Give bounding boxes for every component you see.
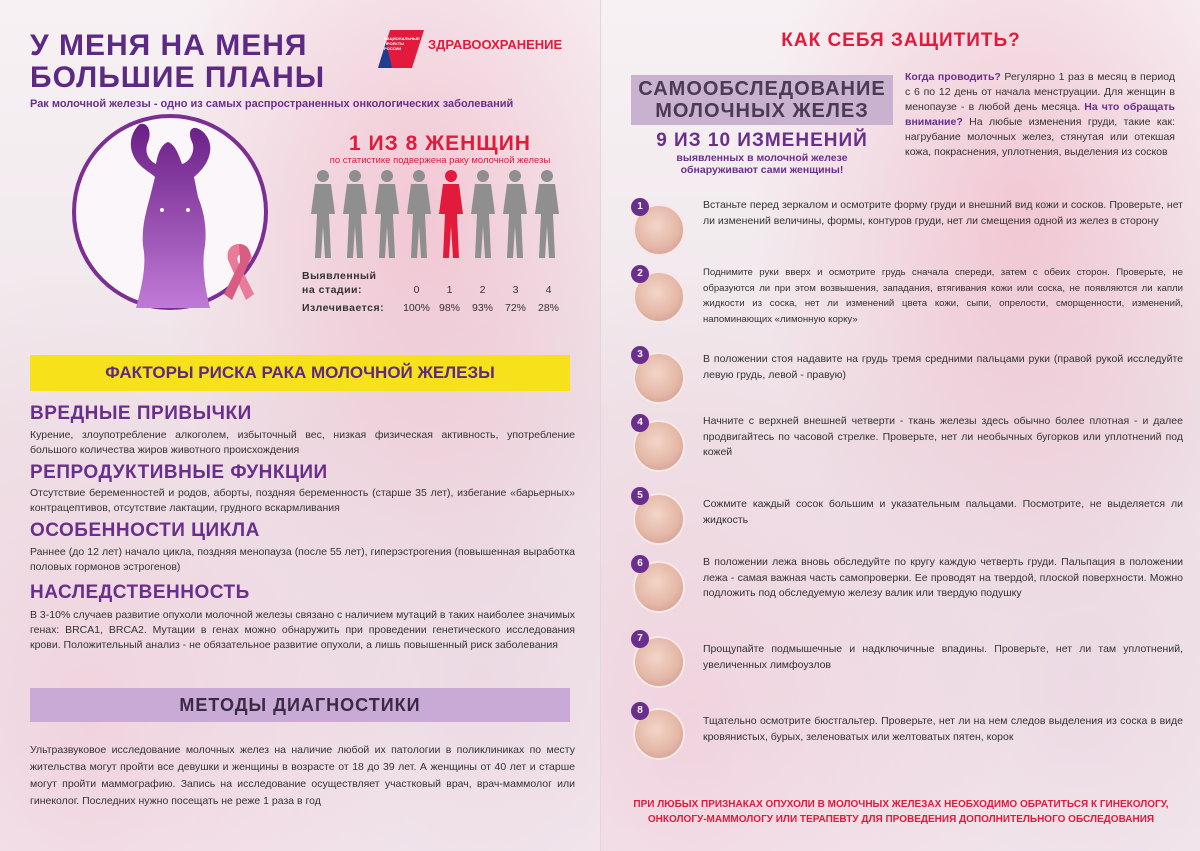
stat-headline: 1 ИЗ 8 ЖЕНЩИН: [349, 132, 531, 155]
stage-label-line2: на стадии:: [302, 284, 362, 296]
stage-label-row: [302, 268, 572, 282]
step-4-text: Начните с верхней внешней четверти - ткань железы здесь обычно более плотная - и далее продвигайтесь по часовой стрелке. Проверьте, нет ли необычных бугорков или уплотнений под кожей: [703, 415, 1183, 458]
step-2-text: Поднимите руки вверх и осмотрите грудь сначала спереди, затем с обеих сторон. Проверьте, не образуются ли при этом возвышения, западания, втягивания кожи или соска, не появляются ли капли жидкости из соска, нет ли изменений цвета кожи, сыпи, опрелости, сморщенности, изменений, напоминающих «лимонную корку»: [703, 267, 1183, 325]
nine-of-ten-subline: выявленных в молочной железе обнаруживают сами женщины!: [676, 152, 848, 176]
step-6-text: В положении лежа вновь обследуйте по кругу каждую четверть груди. Пальпация в положении лежа - самая важная часть самопроверки. Ее проводят на твердой, плоской поверхности. Можно подложить под обследуемую железу валик или твердую подушку: [703, 556, 1183, 599]
self-exam-box: [631, 75, 893, 125]
protect-title: КАК СЕБЯ ЗАЩИТИТЬ?: [781, 30, 1021, 51]
cure-rate-row: [302, 300, 572, 314]
stage-label-line1: Выявленный: [302, 270, 377, 282]
stage-survival-table: [302, 268, 572, 314]
eight-women-illustration: [305, 168, 565, 260]
cure-rate: 98%: [438, 302, 460, 314]
stage-number: 4: [545, 284, 552, 296]
stage-number: 0: [413, 284, 420, 296]
section-text-habits: Курение, злоупотребление алкоголем, избыточный вес, низкая физическая активность, употребление большого количества жиров животного происхождения: [30, 429, 575, 456]
step-6-number: 6: [631, 555, 649, 573]
step-1-text: Встаньте перед зеркалом и осмотрите форму груди и внешний вид кожи и сосков. Проверьте, нет ли изменений величины, формы, контуров груди, нет ли смещения одной из желез в сторону: [703, 199, 1183, 227]
step-8-number: 8: [631, 702, 649, 720]
diagnostics-text: Ультразвуковое исследование молочных желез на наличие любой их патологии в поликлиниках по месту жительства могут пройти все девушки и женщины в возрасте от 18 до 39 лет. А женщины от 40 лет и старше могут пройти маммографию. Запись на исследование осуществляет участковый врач, врач-маммолог или гинеколог. Последних нужно посещать не реже 1 раза в год: [30, 744, 575, 807]
step-5-number: 5: [631, 487, 649, 505]
stat-subline: по статистике подвержена раку молочной железы: [329, 155, 551, 166]
section-text-cycle: Раннее (до 12 лет) начало цикла, поздняя менопауза (после 55 лет), гиперэстрогения (повышенная выработка половых гормонов эстрогенов): [30, 546, 575, 573]
cure-rate: 28%: [537, 302, 559, 314]
step-2-number: 2: [631, 265, 649, 283]
step-3-number: 3: [631, 346, 649, 364]
self-exam-line1: САМООБСЛЕДОВАНИЕ: [638, 78, 886, 100]
logo-small-text: НАЦИОНАЛЬНЫЕ ПРОЕКТЫ РОССИИ: [384, 36, 420, 51]
section-heading-cycle: ОСОБЕННОСТИ ЦИКЛА: [30, 520, 260, 541]
step-3-text: В положении стоя надавите на грудь тремя средними пальцами руки (правой рукой исследуйте левую грудь, левой - правую): [703, 353, 1183, 381]
step-7-text: Прощупайте подмышечные и надключичные впадины. Проверьте, нет ли там уплотнений, увеличенных лимфоузлов: [703, 643, 1183, 671]
cure-rate: 100%: [403, 302, 430, 314]
step-8-text: Тщательно осмотрите бюстгальтер. Проверьте, нет ли на нем следов выделения из соска в виде кровянистых, бурых, зеленоватых или желтоватых пятен, корок: [703, 715, 1183, 743]
pink-ribbon-icon: [216, 240, 262, 302]
right-page: [600, 0, 1200, 851]
stage-number-row: [302, 282, 572, 296]
stage-number: 2: [479, 284, 486, 296]
section-heading-heredity: НАСЛЕДСТВЕННОСТЬ: [30, 582, 250, 603]
step-4-number: 4: [631, 414, 649, 432]
risk-factors-banner: ФАКТОРЫ РИСКА РАКА МОЛОЧНОЙ ЖЕЛЕЗЫ: [30, 355, 570, 391]
national-projects-logo: [378, 30, 568, 70]
attention-answer: На любые изменения груди, такие как: нагрубание молочных желез, стянутая или отекшая кожа, покраснения, уплотнения, выделения из сосков: [905, 116, 1175, 158]
bottom-warning: ПРИ ЛЮБЫХ ПРИЗНАКАХ ОПУХОЛИ В МОЛОЧНЫХ ЖЕЛЕЗАХ НЕОБХОДИМО ОБРАТИТЬСЯ К ГИНЕКОЛОГУ, ОНКОЛОГУ-МАММОЛОГУ ИЛИ ТЕРАПЕВТУ ДЛЯ ПРОВЕДЕНИЯ ДОПОЛНИТЕЛЬНОГО ОБСЛЕДОВАНИЯ: [633, 799, 1169, 825]
step-1-number: 1: [631, 198, 649, 216]
main-title: У МЕНЯ НА МЕНЯ БОЛЬШИЕ ПЛАНЫ: [30, 29, 326, 94]
section-text-reproductive: Отсутствие беременностей и родов, аборты, поздняя беременность (старше 35 лет), избегание «барьерных» контрацептивов, отсутствие лактации, грудного вскармливания: [30, 487, 575, 514]
section-heading-habits: ВРЕДНЫЕ ПРИВЫЧКИ: [30, 403, 252, 424]
subtitle: Рак молочной железы - одно из самых распространенных онкологических заболеваний: [30, 98, 514, 110]
logo-text: ЗДРАВООХРАНЕНИЕ: [428, 37, 563, 52]
self-exam-line2: МОЛОЧНЫХ ЖЕЛЕЗ: [655, 100, 869, 122]
stage-number: 3: [512, 284, 519, 296]
when-question: Когда проводить?: [905, 71, 1001, 83]
section-text-heredity: В 3-10% случаев развитие опухоли молочной железы связано с наличием мутаций в таких наиболее значимых генах: BRCA1, BRCA2. Мутации в генах можно обнаружить при проведении генетического исследования крови. Положительный анализ - не обязательное развитие опухоли, а лишь повышенный риск заболевания: [30, 609, 575, 651]
step-5-text: Сожмите каждый сосок большим и указательным пальцами. Посмотрите, не выделяется ли жидкость: [703, 498, 1183, 526]
nine-of-ten-headline: 9 ИЗ 10 ИЗМЕНЕНИЙ: [656, 130, 868, 151]
woman-silhouette-illustration: [70, 112, 270, 312]
cure-rate: 72%: [504, 302, 526, 314]
when-to-exam-text: [905, 70, 1175, 160]
cure-label: Излечивается:: [302, 302, 385, 314]
when-answer: Регулярно 1 раз в месяц в период с 6 по 12 день от начала менструации. Для женщин в менопаузе - в любой день месяца.: [905, 71, 1175, 113]
diagnostics-banner: МЕТОДЫ ДИАГНОСТИКИ: [30, 688, 570, 722]
step-7-number: 7: [631, 630, 649, 648]
attention-question: На что обращать внимание?: [905, 101, 1175, 128]
section-heading-reproductive: РЕПРОДУКТИВНЫЕ ФУНКЦИИ: [30, 462, 328, 483]
stage-number: 1: [446, 284, 453, 296]
cure-rate: 93%: [471, 302, 493, 314]
